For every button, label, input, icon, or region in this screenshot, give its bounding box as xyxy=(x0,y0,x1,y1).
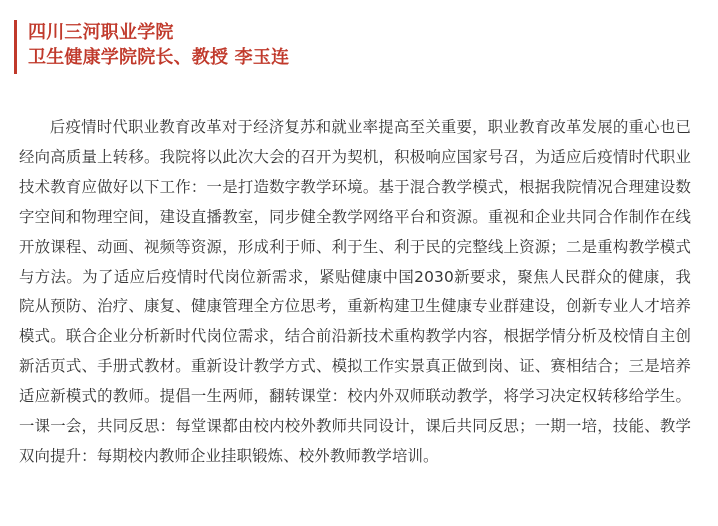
article-paragraph: 后疫情时代职业教育改革对于经济复苏和就业率提高至关重要，职业教育改革发展的重心也已经向高质量上转移。我院将以此次大会的召开为契机，积极响应国家号召，为适应后疫情时代职业技术教育应做好以下工作：一是打造数字教学环境。基于混合教学模式，根据我院情况合理建设数字空间和物理空间，建设直播教室，同步健全教学网络平台和资源。重视和企业共同合作制作在线开放课程、动画、视频等资源，形成利于师、利于生、利于民的完整线上资源；二是重构教学模式与方法。为了适应后疫情时代岗位新需求，紧贴健康中国2030新要求，聚焦人民群众的健康，我院从预防、治疗、康复、健康管理全方位思考，重新构建卫生健康专业群建设，创新专业人才培养模式。联合企业分析新时代岗位需求，结合前沿新技术重构教学内容，根据学情分析及校情自主创新活页式、手册式教材。重新设计教学方式、模拟工作实景真正做到岗、证、赛相结合；三是培养适应新模式的教师。提倡一生两师，翻转课堂：校内外双师联动教学，将学习决定权转移给学生。一课一会，共同反思：每堂课都由校内校外教师共同设计，课后共同反思；一期一培，技能、教学双向提升：每期校内教师企业挂职锻炼、校外教师教学培训。 xyxy=(19,118,691,465)
speaker-header xyxy=(14,20,474,74)
institution-name: 四川三河职业学院 xyxy=(28,22,174,43)
speaker-title: 卫生健康学院院长、教授 李玉连 xyxy=(28,47,290,68)
